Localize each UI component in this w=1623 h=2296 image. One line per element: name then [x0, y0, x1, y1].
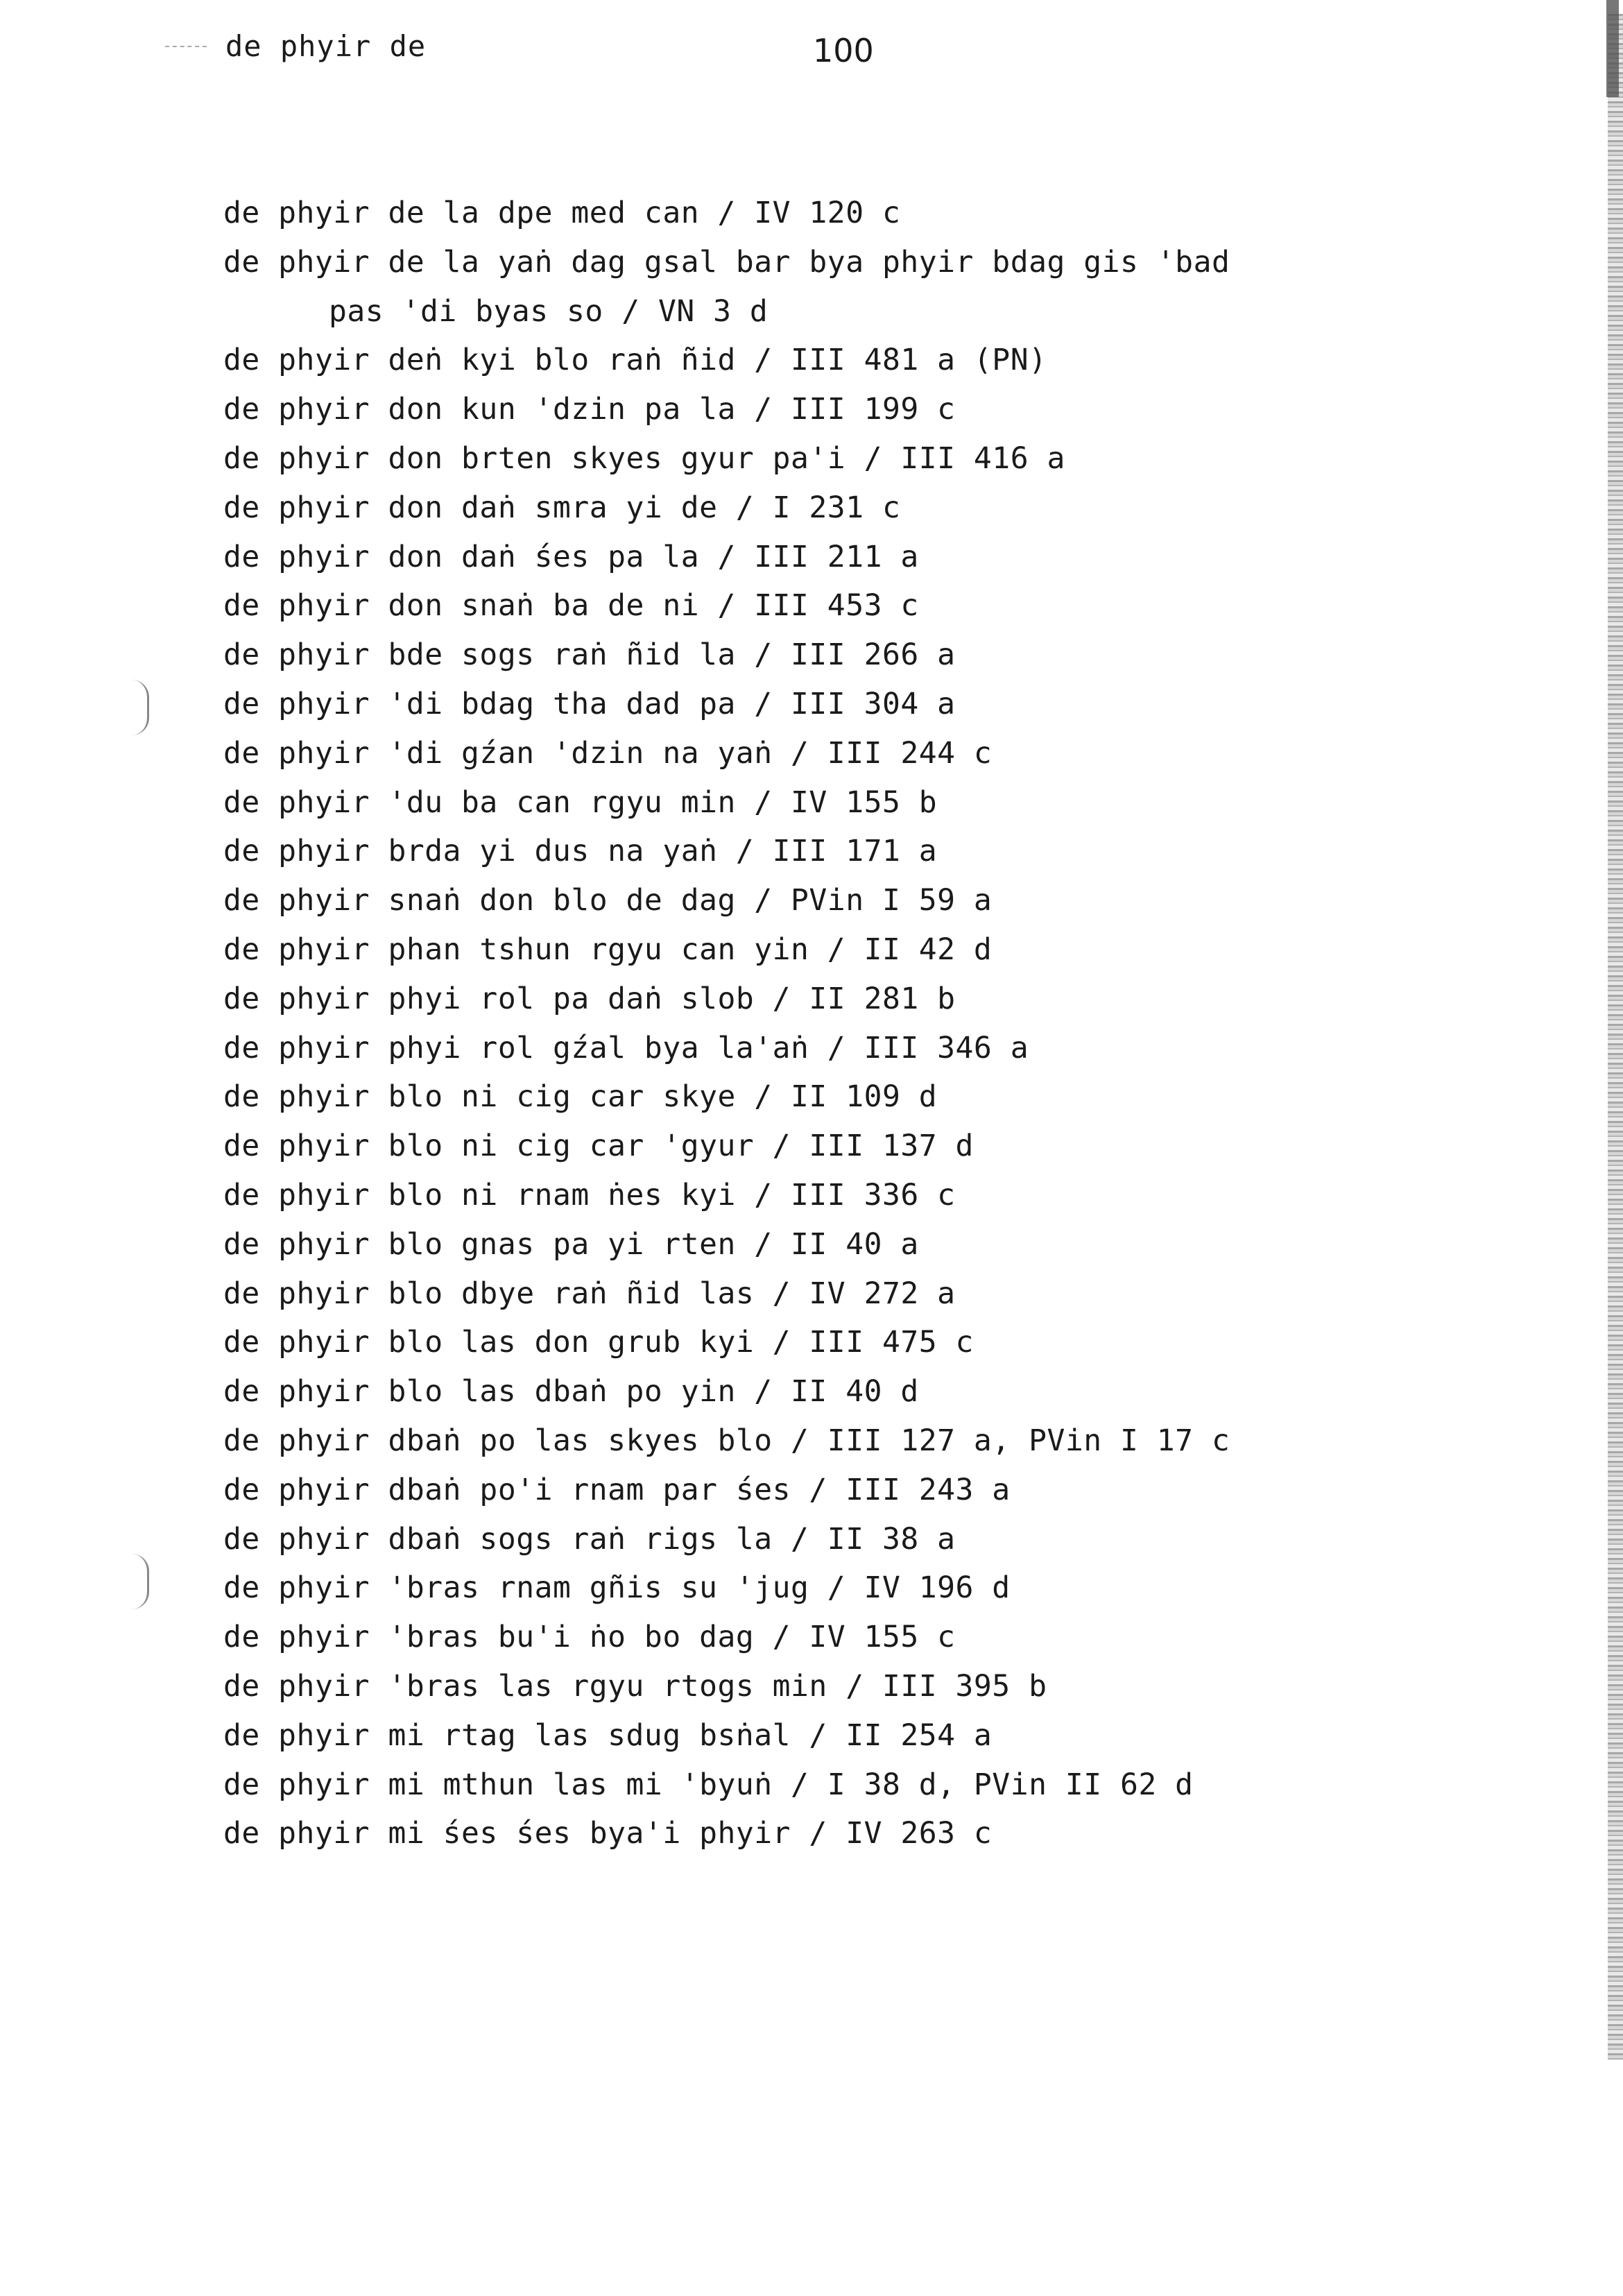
index-entry-text: de phyir phyi rol pa daṅ slob / II 281 b	[223, 981, 956, 1016]
index-entry	[223, 385, 1402, 434]
index-entry-text: de phyir don kun 'dzin pa la / III 199 c	[223, 392, 956, 427]
index-entry-text: de phyir blo ni rnam ṅes kyi / III 336 c	[223, 1177, 956, 1213]
index-entry	[223, 975, 1402, 1024]
index-entry	[223, 1711, 1402, 1760]
index-entry	[223, 483, 1402, 533]
index-entry	[223, 1072, 1402, 1122]
index-entry-text: de phyir de la yaṅ dag gsal bar bya phyir bdag gis 'bad	[223, 244, 1230, 280]
index-entry	[223, 434, 1402, 483]
index-entry	[223, 581, 1402, 631]
index-entry-text: de phyir 'di gźan 'dzin na yaṅ / III 244 c	[223, 735, 993, 771]
index-entry-text: de phyir dbaṅ po las skyes blo / III 127 a, PVin I 17 c	[223, 1423, 1230, 1458]
index-entry-text: de phyir don snaṅ ba de ni / III 453 c	[223, 588, 919, 624]
index-entry	[223, 1760, 1402, 1810]
index-entry-text: de phyir mi śes śes bya'i phyir / IV 263 c	[223, 1816, 993, 1851]
index-entry	[223, 533, 1402, 582]
index-entry-text: de phyir snaṅ don blo de dag / PVin I 59 a	[223, 883, 993, 918]
margin-bracket-mark	[132, 1554, 149, 1609]
index-entry-text: de phyir blo las dbaṅ po yin / II 40 d	[223, 1374, 919, 1410]
index-entry	[223, 876, 1402, 925]
index-entry-text: de phyir don daṅ śes pa la / III 211 a	[223, 539, 919, 574]
running-head: de phyir de	[225, 29, 427, 63]
index-entry-text: de phyir 'bras bu'i ṅo bo dag / IV 155 c	[223, 1620, 956, 1655]
index-entry-text: de phyir dbaṅ po'i rnam par śes / III 243 a	[223, 1472, 1011, 1507]
page-number: 100	[813, 32, 874, 69]
index-entry	[223, 1809, 1402, 1858]
index-entry	[223, 778, 1402, 828]
index-entry	[223, 1563, 1402, 1613]
index-entry-text: de phyir phan tshun rgyu can yin / II 42 d	[223, 932, 993, 967]
index-entry-text: de phyir phyi rol gźal bya la'aṅ / III 346 a	[223, 1030, 1029, 1065]
index-entry	[223, 238, 1402, 336]
header-dash-mark	[165, 46, 207, 47]
index-entry-text: de phyir brda yi dus na yaṅ / III 171 a	[223, 834, 938, 869]
index-entry	[223, 1269, 1402, 1319]
index-entry	[223, 1318, 1402, 1367]
index-entry-list	[223, 189, 1402, 1858]
index-entry	[223, 925, 1402, 975]
index-entry-continuation: pas 'di byas so / VN 3 d	[329, 293, 768, 329]
scan-edge-shadow	[1608, 14, 1623, 2060]
index-entry-text: de phyir blo ni cig car skye / II 109 d	[223, 1079, 938, 1115]
index-entry-text: de phyir blo las don grub kyi / III 475 c	[223, 1325, 974, 1360]
index-entry	[223, 1171, 1402, 1220]
index-entry-text: de phyir mi mthun las mi 'byuṅ / I 38 d, PVin II 62 d	[223, 1767, 1194, 1802]
index-entry	[223, 1220, 1402, 1269]
index-entry	[223, 1515, 1402, 1564]
index-entry	[223, 1466, 1402, 1515]
index-entry	[223, 1662, 1402, 1711]
margin-bracket-mark	[132, 680, 149, 735]
index-entry-text: de phyir don daṅ smra yi de / I 231 c	[223, 490, 901, 525]
index-entry-text: de phyir blo ni cig car 'gyur / III 137 d	[223, 1129, 974, 1164]
index-entry-text: de phyir mi rtag las sdug bsṅal / II 254 a	[223, 1717, 993, 1753]
index-entry-text: de phyir 'di bdag tha dad pa / III 304 a	[223, 686, 956, 721]
index-entry-text: de phyir 'bras las rgyu rtogs min / III 395 b	[223, 1668, 1047, 1704]
index-entry-text: de phyir de la dpe med can / IV 120 c	[223, 196, 901, 230]
index-entry-text: de phyir blo dbye raṅ ñid las / IV 272 a	[223, 1276, 956, 1311]
index-entry	[223, 336, 1402, 385]
index-entry	[223, 729, 1402, 778]
scan-edge-mark	[1606, 0, 1619, 97]
index-entry-text: de phyir blo gnas pa yi rten / II 40 a	[223, 1226, 919, 1262]
index-entry	[223, 827, 1402, 876]
index-entry	[223, 680, 1402, 729]
index-entry	[223, 1122, 1402, 1171]
index-entry-text: de phyir don brten skyes gyur pa'i / III 416 a	[223, 440, 1065, 476]
index-entry	[223, 1367, 1402, 1416]
index-entry	[223, 1416, 1402, 1466]
index-entry	[223, 631, 1402, 680]
index-entry-text: de phyir 'du ba can rgyu min / IV 155 b	[223, 785, 938, 820]
index-entry-text: de phyir bde sogs raṅ ñid la / III 266 a	[223, 637, 956, 673]
index-entry-text: de phyir 'bras rnam gñis su 'jug / IV 196 d	[223, 1570, 1011, 1606]
index-entry	[223, 1024, 1402, 1073]
index-entry	[223, 189, 1402, 238]
index-entry	[223, 1613, 1402, 1662]
index-entry-text: de phyir deṅ kyi blo raṅ ñid / III 481 a (PN)	[223, 343, 1047, 378]
index-entry-text: de phyir dbaṅ sogs raṅ rigs la / II 38 a	[223, 1521, 956, 1557]
